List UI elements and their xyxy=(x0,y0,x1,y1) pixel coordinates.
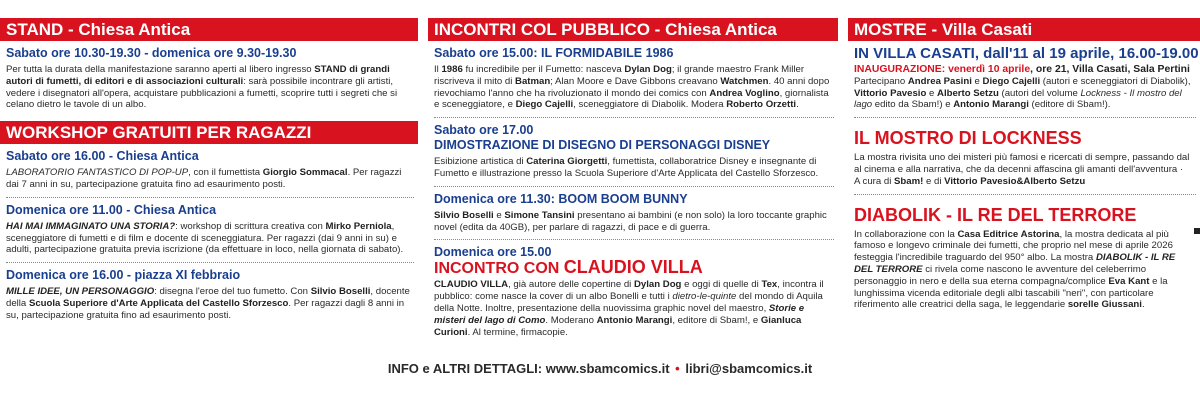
lockness-title: IL MOSTRO DI LOCKNESS xyxy=(854,128,1082,149)
workshop-dom-16 xyxy=(0,268,418,321)
workshop-dom-11 xyxy=(0,203,418,256)
column-mostre xyxy=(848,0,1200,311)
incontro-disney xyxy=(428,123,838,180)
workshop-1-heading: Sabato ore 16.00 - Chiesa Antica xyxy=(6,149,199,164)
incontro-2-heading: DIMOSTRAZIONE DI DISEGNO DI PERSONAGGI DISNEY xyxy=(434,138,771,153)
mostre-dates-heading: IN VILLA CASATI, dall'11 al 19 aprile, 16.00-19.00 xyxy=(854,45,1199,62)
diabolik-title: DIABOLIK - IL RE DEL TERRORE xyxy=(854,204,1137,225)
incontro-4-title: INCONTRO CON CLAUDIO VILLA xyxy=(434,257,703,278)
lockness-text: La mostra rivisita uno dei misteri più famosi e ricercati di sempre, passando dal al cinema e alla narrativa, che da decenni affascina gli amanti dell'avventura · xyxy=(854,152,1190,175)
inaugurazione-text: Partecipano Andrea Pasini e Diego Cajelli (autori e sceneggiatori di Diabolik), Vittorio Pavesio e Alberto Setzu (autori del volume Lockness - Il mostro del lago edito da Sbam!) e Antonio Marangi (editore di Sbam!). xyxy=(854,75,1191,111)
workshop-3-heading: Domenica ore 16.00 - piazza XI febbraio xyxy=(6,268,241,283)
incontro-4-time: Domenica ore 15.00 xyxy=(434,245,552,260)
workshop-sab-16 xyxy=(0,149,418,191)
incontro-villa xyxy=(428,245,838,338)
divider xyxy=(434,186,834,187)
workshop-3-text: MILLE IDEE, UN PERSONAGGIO: disegna l'eroe del tuo fumetto. Con Silvio Boselli, docente della Scuola Superiore d'Arte Applicata del Castello Sforzesco. Per ragazzi dagli 8 anni in su, partecipazione gratuita fino ad esaurimento posti. xyxy=(6,286,410,321)
website-link[interactable]: www.sbamcomics.it xyxy=(545,361,670,376)
diabolik-text: In collaborazione con la Casa Editrice Astorina, la mostra dedicata al più famoso e longevo criminale dei fumetti, che proprio nel mese di aprile 2026 festeggia l'incredibile traguardo del 950° albo. La mostra DIABOLIK - IL RE DEL TERRORE ci rivela come nascono le avventure del celeberrimo personaggio in nero e della sua eterna compagna/complice Eva Kant e la lunghissima vicenda editoriale degli albi tascabili "neri", con particolare riferimento alle creatrici della saga, le leggendarie sorelle Giussani. xyxy=(854,228,1176,311)
diabolik-section xyxy=(848,229,1200,312)
workshop-2-heading: Domenica ore 11.00 - Chiesa Antica xyxy=(6,202,217,217)
mostre-band: MOSTRE - Villa Casati xyxy=(848,18,1200,41)
workshop-2-text: HAI MAI IMMAGINATO UNA STORIA?: workshop di scrittura creativa con Mirko Perniola, sceneggiatore di fumetti e di film e docente di sceneggiatura. Per ragazzi (dai 9 anni in su) e adulti, partecipazione gratuita previa iscrizione (da effettuare in loco, nella giornata di sabato). xyxy=(6,220,404,256)
inaugurazione-line: INAUGURAZIONE: venerdì 10 aprile, ore 21, Villa Casati, Sala Pertini xyxy=(854,64,1190,75)
workshop-1-text: LABORATORIO FANTASTICO DI POP-UP, con il fumettista Giorgio Sommacal. Per ragazzi dai 7 anni in su, partecipazione gratuita fino ad esaurimento posti. xyxy=(6,167,402,190)
edge-mark xyxy=(1194,228,1200,234)
stand-section xyxy=(0,46,418,111)
email-link[interactable]: libri@sbamcomics.it xyxy=(685,361,813,376)
incontro-2-text: Esibizione artistica di Caterina Giorgetti, fumettista, collaboratrice Disney e insegnante di Fumetto e illustrazione presso la Scuola Superiore d'Arte Applicata del Castello Sforzesco. xyxy=(434,156,819,179)
workshop-band: WORKSHOP GRATUITI PER RAGAZZI xyxy=(0,121,418,144)
stand-text: Per tutta la durata della manifestazione saranno aperti al libero ingresso STAND di grandi autori di fumetti, di editori e di associazioni culturali: sarà possibile incontrare gli artisti, vedere i disegnatori all'opera, acquistare pubblicazioni a fumetti, scoprire tutti i segreti che si celano dietro le tavole di un albo. xyxy=(6,64,398,111)
incontro-3-heading: Domenica ore 11.30: BOOM BOOM BUNNY xyxy=(434,191,688,206)
stand-time: Sabato ore 10.30-19.30 - domenica ore 9.30-19.30 xyxy=(6,46,297,60)
divider xyxy=(434,117,834,118)
divider xyxy=(6,197,414,198)
footer-info xyxy=(0,361,1200,376)
column-stand-workshop xyxy=(0,0,418,322)
mostre-villa-casati xyxy=(848,46,1200,111)
incontro-1-text: Il 1986 fu incredibile per il Fumetto: nasceva Dylan Dog; il grande maestro Frank Miller riscriveva il mito di Batman; Alan Moore e Dave Gibbons creavano Watchmen. 40 anni dopo rievochiamo l'anno che ha rivoluzionato il mondo dei comics con Andrea Voglino, giornalista e sceneggiatore, e Diego Cajelli, sceneggiatore di Diabolik. Modera Roberto Orzetti. xyxy=(434,64,830,111)
incontro-1986 xyxy=(428,46,838,111)
footer-label: INFO e ALTRI DETTAGLI: xyxy=(387,361,546,376)
incontro-1-heading: Sabato ore 15.00: IL FORMIDABILE 1986 xyxy=(434,46,674,60)
divider xyxy=(434,239,834,240)
stand-band: STAND - Chiesa Antica xyxy=(0,18,418,41)
footer-separator: • xyxy=(675,361,680,376)
incontri-band: INCONTRI COL PUBBLICO - Chiesa Antica xyxy=(428,18,838,41)
incontro-bunny xyxy=(428,192,838,234)
incontro-3-text: Silvio Boselli e Simone Tansini presentano ai bambini (e non solo) la loro toccante graphic novel (edita da 40GB), per parlare di ragazzi, di pace e di guerra. xyxy=(434,209,827,233)
divider xyxy=(854,194,1196,195)
column-incontri xyxy=(428,0,838,338)
lockness-credits: A cura di Sbam! e di Vittorio Pavesio&Alberto Setzu xyxy=(854,175,1086,187)
lockness-section xyxy=(848,152,1200,187)
incontro-4-text: CLAUDIO VILLA, già autore delle copertine di Dylan Dog e oggi di quelle di Tex, incontra il pubblico: come nasce la cover di un albo Bonelli e tutti i dietro-le-quinte del mondo di Aquila della Notte. Inoltre, presentazione della nuovissima graphic novel del maestro, Storie e misteri del lago di Como. Moderano Antonio Marangi, editore di Sbam!, e Gianluca Curioni. Al termine, firmacopie. xyxy=(434,279,824,338)
incontro-2-time: Sabato ore 17.00 xyxy=(434,123,534,138)
divider xyxy=(6,262,414,263)
divider xyxy=(854,117,1196,118)
